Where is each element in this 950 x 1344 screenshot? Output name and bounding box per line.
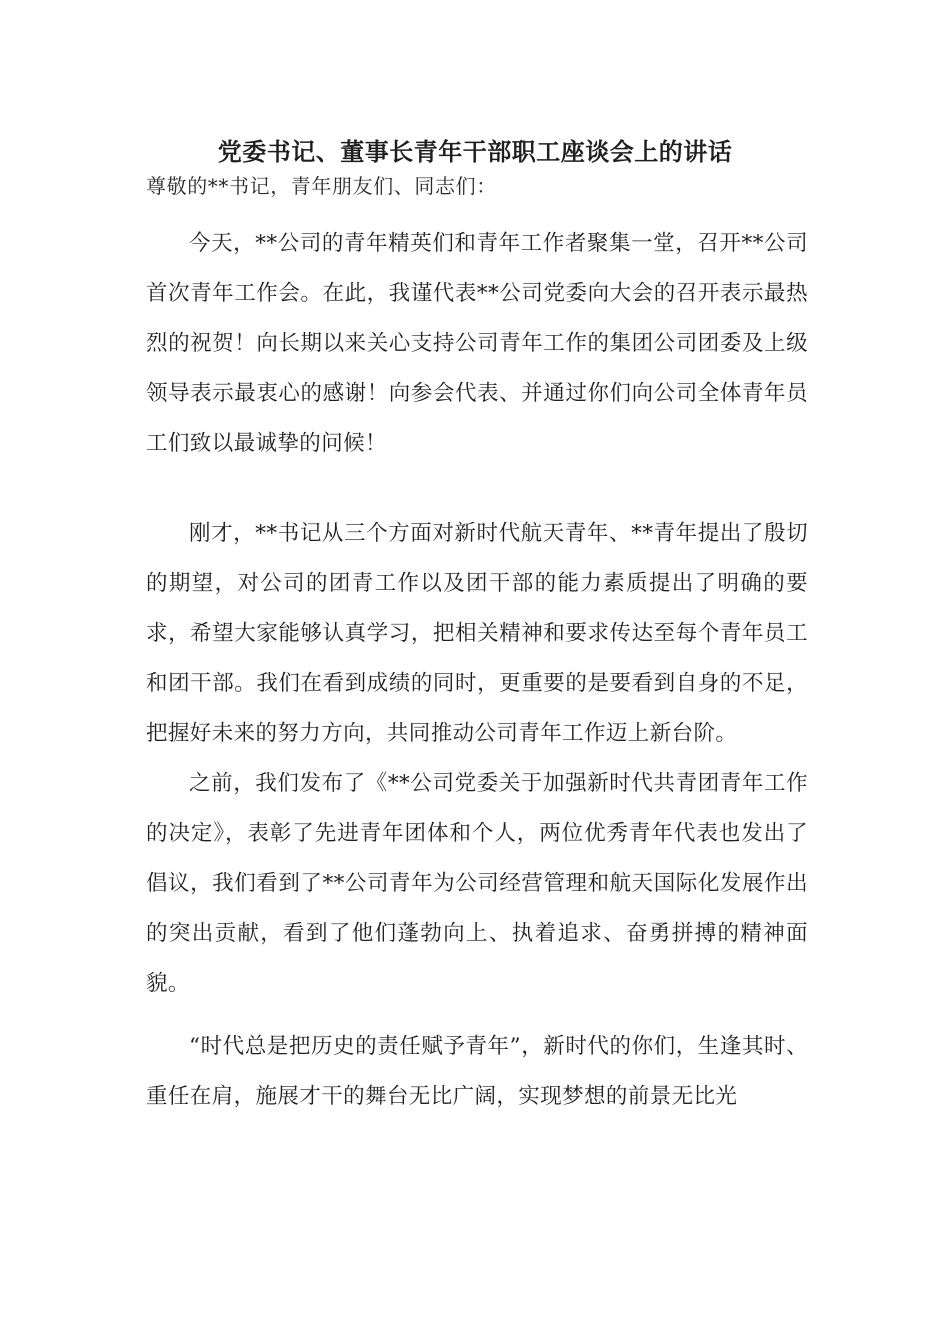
paragraph-2: 刚才，**书记从三个方面对新时代航天青年、**青年提出了殷切的期望，对公司的团青工作以及团干部的能力素质提出了明确的要求，希望大家能够认真学习，把相关精神和要求传达至每个青年员工和团干部。我们在看到成绩的同时，更重要的是要看到自身的不足，把握好未来的努力方向，共同推动公司青年工作迈上新台阶。 (146, 521, 808, 746)
paragraph-1: 今天，**公司的青年精英们和青年工作者聚集一堂，召开**公司首次青年工作会。在此，我谨代表**公司党委向大会的召开表示最热烈的祝贺！向长期以来关心支持公司青年工作的集团公司团委及上级领导表示最衷心的感谢！向参会代表、并通过你们向公司全体青年员工们致以最诚挚的问候！ (146, 231, 808, 456)
salutation: 尊敬的**书记，青年朋友们、同志们： (146, 174, 497, 198)
paragraph-3: 之前，我们发布了《**公司党委关于加强新时代共青团青年工作的决定》，表彰了先进青年团体和个人，两位优秀青年代表也发出了倡议，我们看到了**公司青年为公司经营管理和航天国际化发展作出的突出贡献，看到了他们蓬勃向上、执着追求、奋勇拼搏的精神面貌。 (146, 771, 808, 996)
paragraph-4: “时代总是把历史的责任赋予青年”，新时代的你们，生逢其时、重任在肩，施展才干的舞台无比广阔，实现梦想的前景无比光 (146, 1034, 808, 1109)
document-title: 党委书记、董事长青年干部职工座谈会上的讲话 (217, 138, 733, 166)
